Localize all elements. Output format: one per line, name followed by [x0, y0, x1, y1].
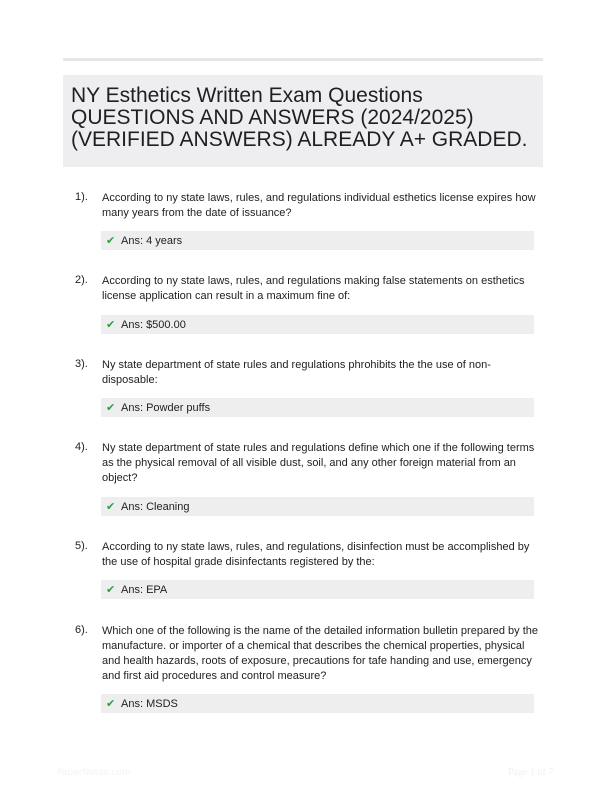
- question-number: 4).: [75, 441, 88, 453]
- question-number: 3).: [75, 358, 88, 370]
- check-icon: ✔: [106, 402, 116, 414]
- answer-box: [101, 580, 534, 599]
- question-text: Which one of the following is the name of the detailed information bulletin prepared by the manufacture. or importer of a chemical that describes the chemical properties, physical and health hazards, roots of exposure, precautions for tafe handing and use, emergency and first aid procedures and control measure?: [102, 625, 538, 682]
- answer-text: Ans: Powder puffs: [121, 401, 211, 414]
- answer-text: Ans: Cleaning: [121, 500, 190, 513]
- document-title-line-2: QUESTIONS AND ANSWERS (2024/2025): [71, 106, 474, 129]
- check-icon: ✔: [106, 235, 116, 247]
- answer-box: [101, 231, 534, 250]
- question-number: 2).: [75, 274, 88, 286]
- top-rule: [63, 58, 543, 61]
- check-icon: ✔: [106, 698, 116, 710]
- answer-box: [101, 315, 534, 334]
- title-box: [63, 75, 543, 167]
- answer-text: Ans: $500.00: [121, 318, 186, 331]
- page-number: Page 1 of 7: [508, 767, 554, 778]
- document-title-line-1: NY Esthetics Written Exam Questions: [71, 84, 423, 107]
- answer-box: [101, 694, 534, 713]
- question-text: Ny state department of state rules and regulations define which one if the following terms as the physical removal of all visible dust, soil, and any other foreign material from an object?: [102, 442, 535, 484]
- answer-text: Ans: 4 years: [121, 234, 183, 247]
- footer-watermark: PaperNotes.com: [57, 768, 131, 778]
- question-text: According to ny state laws, rules, and regulations making false statements on esthetics license application can result in a maximum fine of:: [102, 275, 525, 302]
- document-title-line-3: (VERIFIED ANSWERS) ALREADY A+ GRADED.: [71, 128, 528, 151]
- answer-box: [101, 497, 534, 516]
- question-number: 1).: [75, 191, 88, 203]
- answer-box: [101, 398, 534, 417]
- question-text: Ny state department of state rules and regulations phrohibits the the use of non-disposable:: [102, 359, 491, 386]
- question-number: 5).: [75, 540, 88, 552]
- answer-text: Ans: MSDS: [121, 697, 178, 710]
- question-text: According to ny state laws, rules, and regulations, disinfection must be accomplished by the use of hospital grade disinfectants registered by the:: [102, 541, 530, 568]
- check-icon: ✔: [106, 319, 116, 331]
- answer-text: Ans: EPA: [121, 583, 168, 596]
- check-icon: ✔: [106, 501, 116, 513]
- question-number: 6).: [75, 624, 88, 636]
- question-text: According to ny state laws, rules, and regulations individual esthetics license expires how many years from the date of issuance?: [102, 192, 536, 219]
- check-icon: ✔: [106, 584, 116, 596]
